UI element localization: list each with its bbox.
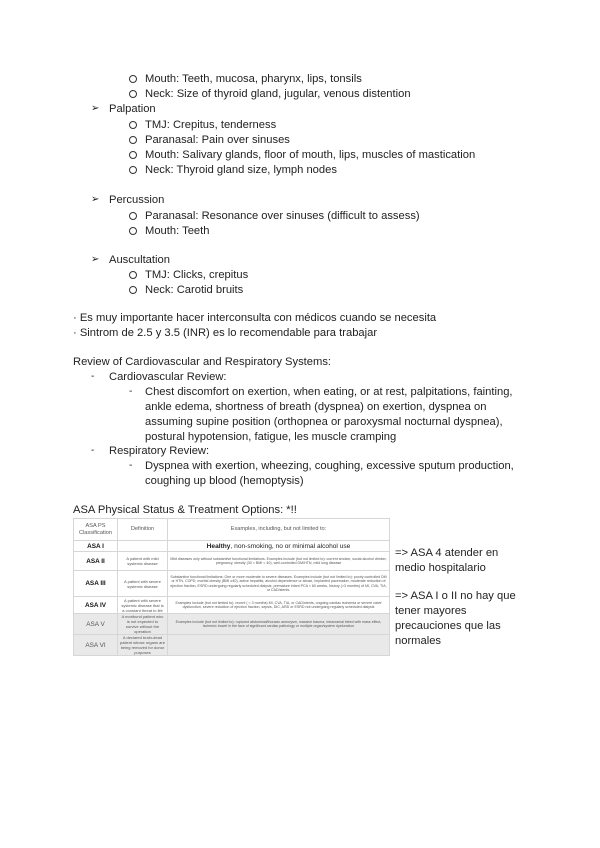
note-sintrom: · Sintrom de 2.5 y 3.5 (INR) es lo recomendable para trabajar [73,327,378,339]
table-row [74,541,390,552]
table-row [74,614,390,635]
asa4-note-line-2: medio hospitalario [395,562,486,574]
table-row [74,635,390,656]
resp-text-line-2: coughing up blood (hemoptysis) [145,475,304,487]
asa12-note-line-1: => ASA I o II no hay que [395,590,516,602]
circle-bullet-icon [129,271,137,279]
asa-class-cell: ASA IV [74,597,118,614]
asa12-note-line-3: precauciones que las [395,620,501,632]
asa-examples-cell [168,541,390,552]
arrow-bullet-icon: ➢ [91,254,100,265]
palpation-item-mouth: Mouth: Salivary glands, floor of mouth, lips, muscles of mastication [145,149,476,161]
asa-class-cell: ASA I [74,541,118,552]
table-row [74,597,390,614]
percussion-item-mouth: Mouth: Teeth [145,225,210,237]
review-title: Review of Cardiovascular and Respiratory Systems: [73,356,332,368]
resp-text-line-1: Dyspnea with exertion, wheezing, coughing, excessive sputum production, [145,460,514,472]
palpation-heading: Palpation [109,103,156,115]
asa-col-definition: Definition [118,519,168,541]
circle-bullet-icon [129,90,137,98]
inspection-item-mouth: Mouth: Teeth, mucosa, pharynx, lips, tonsils [145,73,362,85]
asa12-note-line-2: tener mayores [395,605,467,617]
asa-class-cell: ASA III [74,571,118,597]
asa-definition-cell: A declared brain-dead patient whose organs are being removed for donor purposes [118,635,168,656]
asa-definition-cell: A patient with mild systemic disease [118,552,168,571]
note-interconsulta: · Es muy importante hacer interconsulta con médicos cuando se necesita [73,312,437,324]
dash-bullet-icon: - [129,460,133,471]
asa-table [73,518,390,656]
palpation-item-neck: Neck: Thyroid gland size, lymph nodes [145,164,337,176]
asa-examples-cell: Mild diseases only without substantive functional limitations. Examples include (but not limited to): current smoker, social alcohol drinker, pregnancy, obesity (30 < BMI < 40), well-controlled DM/HTN, mild lung disease [168,552,390,571]
asa-examples-cell: Examples include (but not limited to): ruptured abdominal/thoracic aneurysm, massive trauma, intracranial bleed with mass effect, ischemic bowel in the face of significant cardiac pathology or multiple organ/system dysfunction [168,614,390,635]
cardio-review-label: Cardiovascular Review: [109,371,227,383]
circle-bullet-icon [129,286,137,294]
asa12-note-line-4: normales [395,635,442,647]
circle-bullet-icon [129,121,137,129]
arrow-bullet-icon: ➢ [91,194,100,205]
asa-class-cell: ASA II [74,552,118,571]
asa-definition-cell: A patient with severe systemic disease [118,571,168,597]
percussion-heading: Percussion [109,194,165,206]
dash-bullet-icon: - [91,371,95,382]
circle-bullet-icon [129,166,137,174]
palpation-item-tmj: TMJ: Crepitus, tenderness [145,119,277,131]
inspection-item-neck: Neck: Size of thyroid gland, jugular, venous distention [145,88,411,100]
asa-definition-cell: A patient with severe systemic disease that is a constant threat to life [118,597,168,614]
asa-examples-cell: Substantive functional limitations; One or more moderate to severe diseases. Examples include (but not limited to): poorly controlled DM or HTN, COPD, morbid obesity (BMI ≥40), active hepatitis, alcohol dependence or abuse, implanted pacemaker, moderate reduction of ejection fraction, ESRD undergoing regularly scheduled dialysis, premature infant PCA < 60 weeks, history (>3 months) of MI, CVA, TIA, or CAD/stents. [168,571,390,597]
healthy-label: Healthy [206,542,231,550]
arrow-bullet-icon: ➢ [91,103,100,114]
asa-examples-cell: Examples include (but not limited to): recent ( < 3 months) MI, CVA, TIA, or CAD/stents, ongoing cardiac ischemia or severe valve dysfunction, severe reduction of ejection fraction, sepsis, DIC, ARD or ESRD not undergoing regularly scheduled dialysis [168,597,390,614]
circle-bullet-icon [129,136,137,144]
asa-col-examples: Examples, including, but not limited to: [168,519,390,541]
asa-examples-cell [168,635,390,656]
asa-definition-cell: A moribund patient who is not expected to survive without the operation [118,614,168,635]
asa-class-cell: ASA V [74,614,118,635]
cardio-text-line-1: Chest discomfort on exertion, when eating, or at rest, palpitations, fainting, [145,386,513,398]
cardio-text-line-3: assuming supine position (orthopnea or paroxysmal nocturnal dyspnea), [145,416,503,428]
asa-heading: ASA Physical Status & Treatment Options: *!! [73,504,297,516]
asa4-note-line-1: => ASA 4 atender en [395,547,499,559]
table-row [74,552,390,571]
asa-class-cell: ASA VI [74,635,118,656]
auscultation-item-tmj: TMJ: Clicks, crepitus [145,269,249,281]
resp-review-label: Respiratory Review: [109,445,210,457]
circle-bullet-icon [129,75,137,83]
asa-col-classification: ASA PS Classification [74,519,118,541]
circle-bullet-icon [129,151,137,159]
cardio-text-line-2: ankle edema, shortness of breath (dyspnea) on exertion, dyspnea on [145,401,487,413]
healthy-rest: , non-smoking, no or minimal alcohol use [230,542,351,550]
auscultation-item-neck: Neck: Carotid bruits [145,284,244,296]
circle-bullet-icon [129,212,137,220]
dash-bullet-icon: - [91,445,95,456]
auscultation-heading: Auscultation [109,254,170,266]
dash-bullet-icon: - [129,386,133,397]
asa-table-header [74,519,390,541]
cardio-text-line-4: postural hypotension, fatigue, les muscle cramping [145,431,397,443]
asa-table-image [73,518,390,655]
asa-definition-cell [118,541,168,552]
percussion-item-paranasal: Paranasal: Resonance over sinuses (difficult to assess) [145,210,420,222]
table-row [74,571,390,597]
circle-bullet-icon [129,227,137,235]
palpation-item-paranasal: Paranasal: Pain over sinuses [145,134,290,146]
